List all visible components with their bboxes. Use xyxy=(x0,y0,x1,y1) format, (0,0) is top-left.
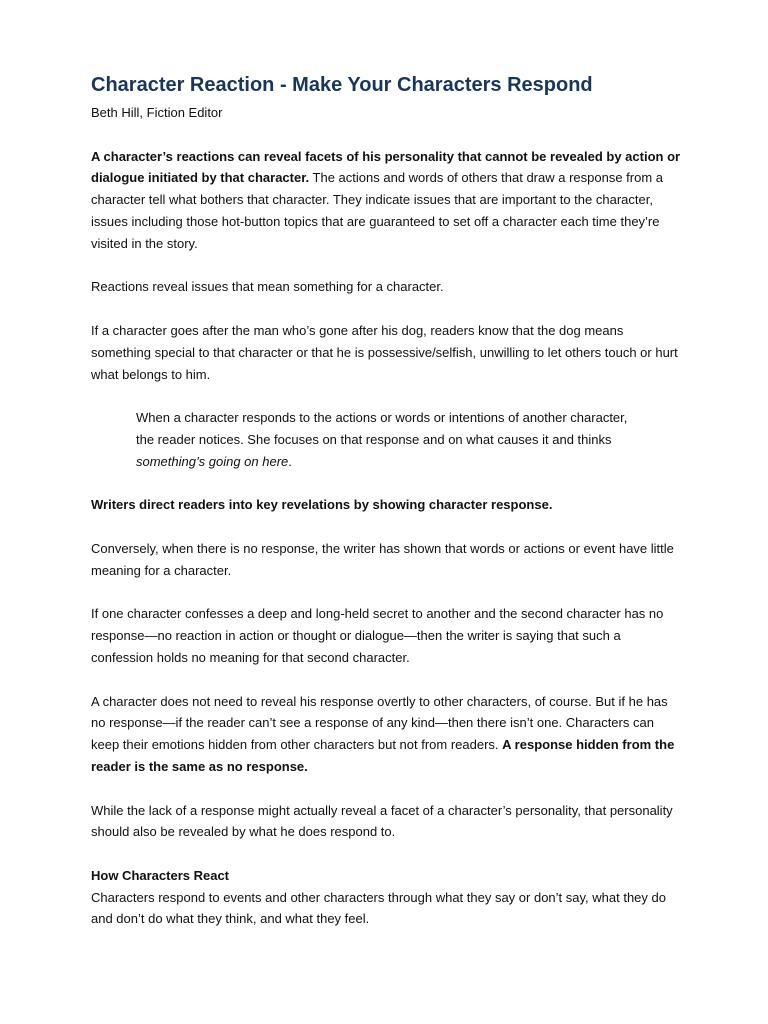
quote-text: When a character responds to the actions or words or intentions of another character, the reader notices. She focuses on that response and on what causes it and thinks xyxy=(136,410,628,447)
block-quote xyxy=(136,407,644,472)
author-byline: Beth Hill, Fiction Editor xyxy=(91,105,223,120)
paragraph-dog-example: If a character goes after the man who’s gone after his dog, readers know that the dog means something special to that character or that he is possessive/selfish, unwilling to let others touch or hurt what belongs to him. xyxy=(91,322,678,382)
paragraph-lack-of-response: While the lack of a response might actually reveal a facet of a character’s personality, that personality should also be revealed by what he does respond to. xyxy=(91,802,673,840)
quote-italic: something’s going on here xyxy=(136,453,289,469)
paragraph-hidden-response xyxy=(91,691,684,778)
paragraph-secret-example: If one character confesses a deep and long-held secret to another and the second character has no response—no reaction in action or thought or dialogue—then the writer is saying that such a confession holds no meaning for that second character. xyxy=(91,606,664,665)
paragraph-reactions: Reactions reveal issues that mean something for a character. xyxy=(91,279,444,295)
paragraph-intro xyxy=(91,146,684,255)
intro-bold-sentence: A character’s reactions can reveal facets of his personality that cannot be revealed by action or dialogue initiated by that character. xyxy=(91,148,681,186)
quote-end: . xyxy=(288,453,292,469)
section-heading: How Characters React xyxy=(91,867,229,883)
intro-text: The actions and words of others that draw a response from a character tell what bothers that character. They indicate issues that are important to the character, issues including those hot-button topics that are guaranteed to set off a character each time they’re visited in the story. xyxy=(91,170,664,251)
hidden-response-bold: A response hidden from the reader is the same as no response. xyxy=(91,737,675,774)
page-title: Character Reaction - Make Your Characters Respond xyxy=(91,74,593,96)
paragraph-how-react: Characters respond to events and other characters through what they say or don’t say, what they do and don’t do what they think, and what they feel. xyxy=(91,889,666,927)
hidden-response-text: A character does not need to reveal his response overtly to other characters, of course. But if he has no response—if the reader can’t see a response of any kind—then there isn’t one. Characters can keep their emotions hidden from other characters but not from readers. xyxy=(91,693,668,753)
paragraph-key-revelations: Writers direct readers into key revelations by showing character response. xyxy=(91,497,553,513)
paragraph-no-response: Conversely, when there is no response, the writer has shown that words or actions or event have little meaning for a character. xyxy=(91,540,674,578)
